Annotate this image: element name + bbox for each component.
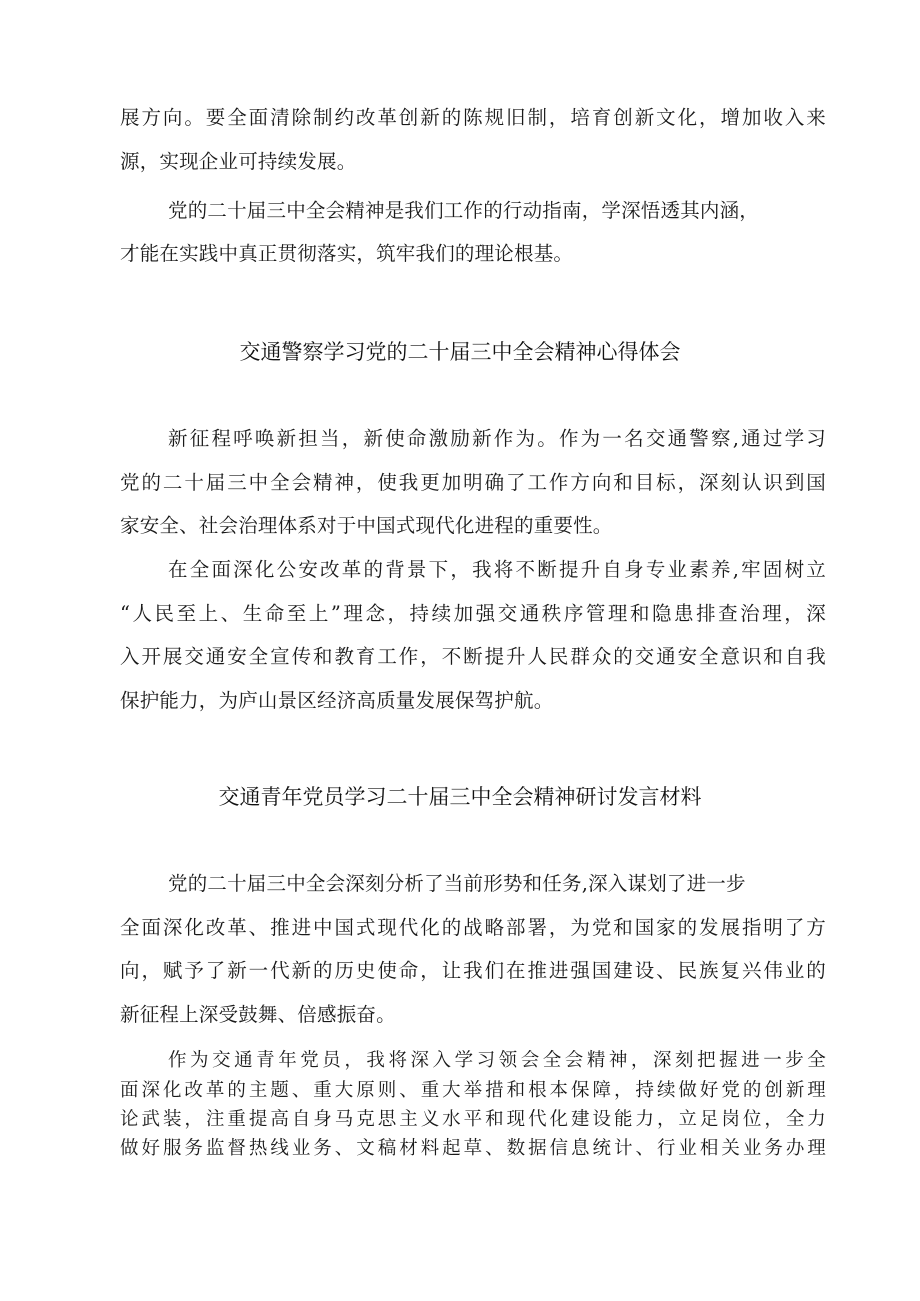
body-text-line: 保护能力，为庐山景区经济高质量发展保驾护航。 — [120, 689, 554, 712]
body-text-line: 向，赋予了新一代新的历史使命，让我们在推进强国建设、民族复兴伟业的 — [120, 959, 826, 982]
body-text-line: 展方向。要全面清除制约改革创新的陈规旧制，培育创新文化，增加收入来 — [120, 106, 826, 129]
body-text-line: 作为交通青年党员，我将深入学习领会全会精神，深刻把握进一步全 — [168, 1050, 826, 1071]
body-text-line: 党的二十届三中全会精神是我们工作的行动指南，学深悟透其内涵， — [168, 199, 760, 222]
body-text-line: 新征程呼唤新担当，新使命激励新作为。作为一名交通警察,通过学习 — [168, 427, 826, 450]
body-text-line: 党的二十届三中全会深刻分析了当前形势和任务,深入谋划了进一步 — [168, 872, 746, 895]
body-text-line: “人民至上、生命至上”理念，持续加强交通秩序管理和隐患排查治理，深 — [120, 602, 826, 625]
body-text-line: 才能在实践中真正贯彻落实，筑牢我们的理论根基。 — [120, 242, 574, 265]
body-text-line: 入开展交通安全宣传和教育工作，不断提升人民群众的交通安全意识和自我 — [120, 645, 826, 668]
body-text-line: 新征程上深受鼓舞、倍感振奋。 — [120, 1003, 396, 1026]
body-text-line: 面深化改革的主题、重大原则、重大举措和根本保障，持续做好党的创新理 — [120, 1080, 826, 1101]
body-text-line: 全面深化改革、推进中国式现代化的战略部署，为党和国家的发展指明了方 — [120, 916, 826, 939]
body-text-line: 做好服务监督热线业务、文稿材料起草、数据信息统计、行业相关业务办理 — [120, 1138, 826, 1159]
body-text-line: 党的二十届三中全会精神，使我更加明确了工作方向和目标，深刻认识到国 — [120, 471, 826, 494]
body-text-line: 家安全、社会治理体系对于中国式现代化进程的重要性。 — [120, 514, 613, 537]
body-text-line: 在全面深化公安改革的背景下，我将不断提升自身专业素养,牢固树立 — [168, 558, 826, 581]
body-text-line: 源，实现企业可持续发展。 — [120, 150, 357, 173]
body-text-line: 论武装，注重提高自身马克思主义水平和现代化建设能力，立足岗位，全力 — [120, 1109, 826, 1130]
section-heading: 交通警察学习党的二十届三中全会精神心得体会 — [239, 340, 681, 364]
section-heading: 交通青年党员学习二十届三中全会精神研讨发言材料 — [218, 785, 702, 809]
